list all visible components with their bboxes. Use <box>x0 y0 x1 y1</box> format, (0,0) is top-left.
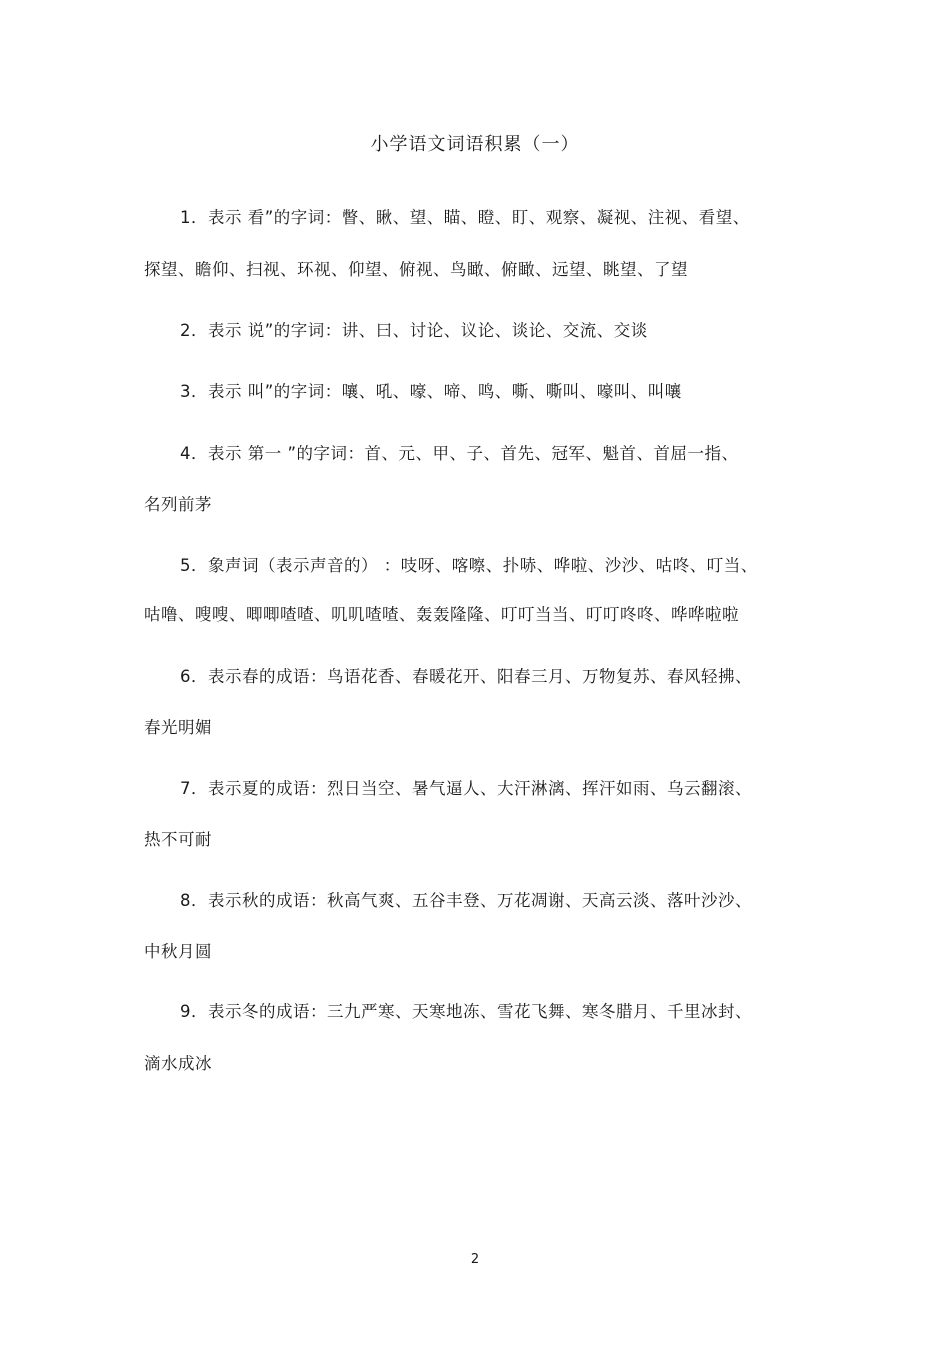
item-2-line-1: 2．表示 说”的字词：讲、曰、讨论、议论、谈论、交流、交谈 <box>180 321 648 340</box>
item-6-line-2: 春光明媚 <box>144 718 212 737</box>
item-7-line-1: 7．表示夏的成语：烈日当空、暑气逼人、大汗淋漓、挥汗如雨、乌云翻滚、 <box>180 779 752 798</box>
page-number: 2 <box>470 1252 480 1267</box>
item-8-line-1: 8．表示秋的成语：秋高气爽、五谷丰登、万花凋谢、天高云淡、落叶沙沙、 <box>180 891 752 910</box>
document-title: 小学语文词语积累（一） <box>370 134 580 155</box>
item-6-line-1: 6．表示春的成语：鸟语花香、春暖花开、阳春三月、万物复苏、春风轻拂、 <box>180 667 752 686</box>
item-9-line-2: 滴水成冰 <box>144 1054 212 1073</box>
item-4-line-1: 4．表示 第一 ”的字词：首、元、甲、子、首先、冠军、魁首、首屈一指、 <box>180 444 739 463</box>
item-5-line-1: 5．象声词（表示声音的） ：吱呀、喀嚓、扑哧、哗啦、沙沙、咕咚、叮当、 <box>180 556 758 575</box>
item-4-line-2: 名列前茅 <box>144 495 212 514</box>
item-5-line-2: 咕噜、嗖嗖、唧唧喳喳、叽叽喳喳、轰轰隆隆、叮叮当当、叮叮咚咚、哗哗啦啦 <box>144 605 739 624</box>
item-3-line-1: 3．表示 叫”的字词：嚷、吼、嚎、啼、鸣、嘶、嘶叫、嚎叫、叫嚷 <box>180 382 682 401</box>
item-1-line-1: 1．表示 看”的字词：瞥、瞅、望、瞄、瞪、盯、观察、凝视、注视、看望、 <box>180 208 750 227</box>
item-1-line-2: 探望、瞻仰、扫视、环视、仰望、俯视、鸟瞰、俯瞰、远望、眺望、了望 <box>144 260 688 279</box>
item-7-line-2: 热不可耐 <box>144 830 212 849</box>
item-9-line-1: 9．表示冬的成语：三九严寒、天寒地冻、雪花飞舞、寒冬腊月、千里冰封、 <box>180 1002 752 1021</box>
item-8-line-2: 中秋月圆 <box>144 942 212 961</box>
